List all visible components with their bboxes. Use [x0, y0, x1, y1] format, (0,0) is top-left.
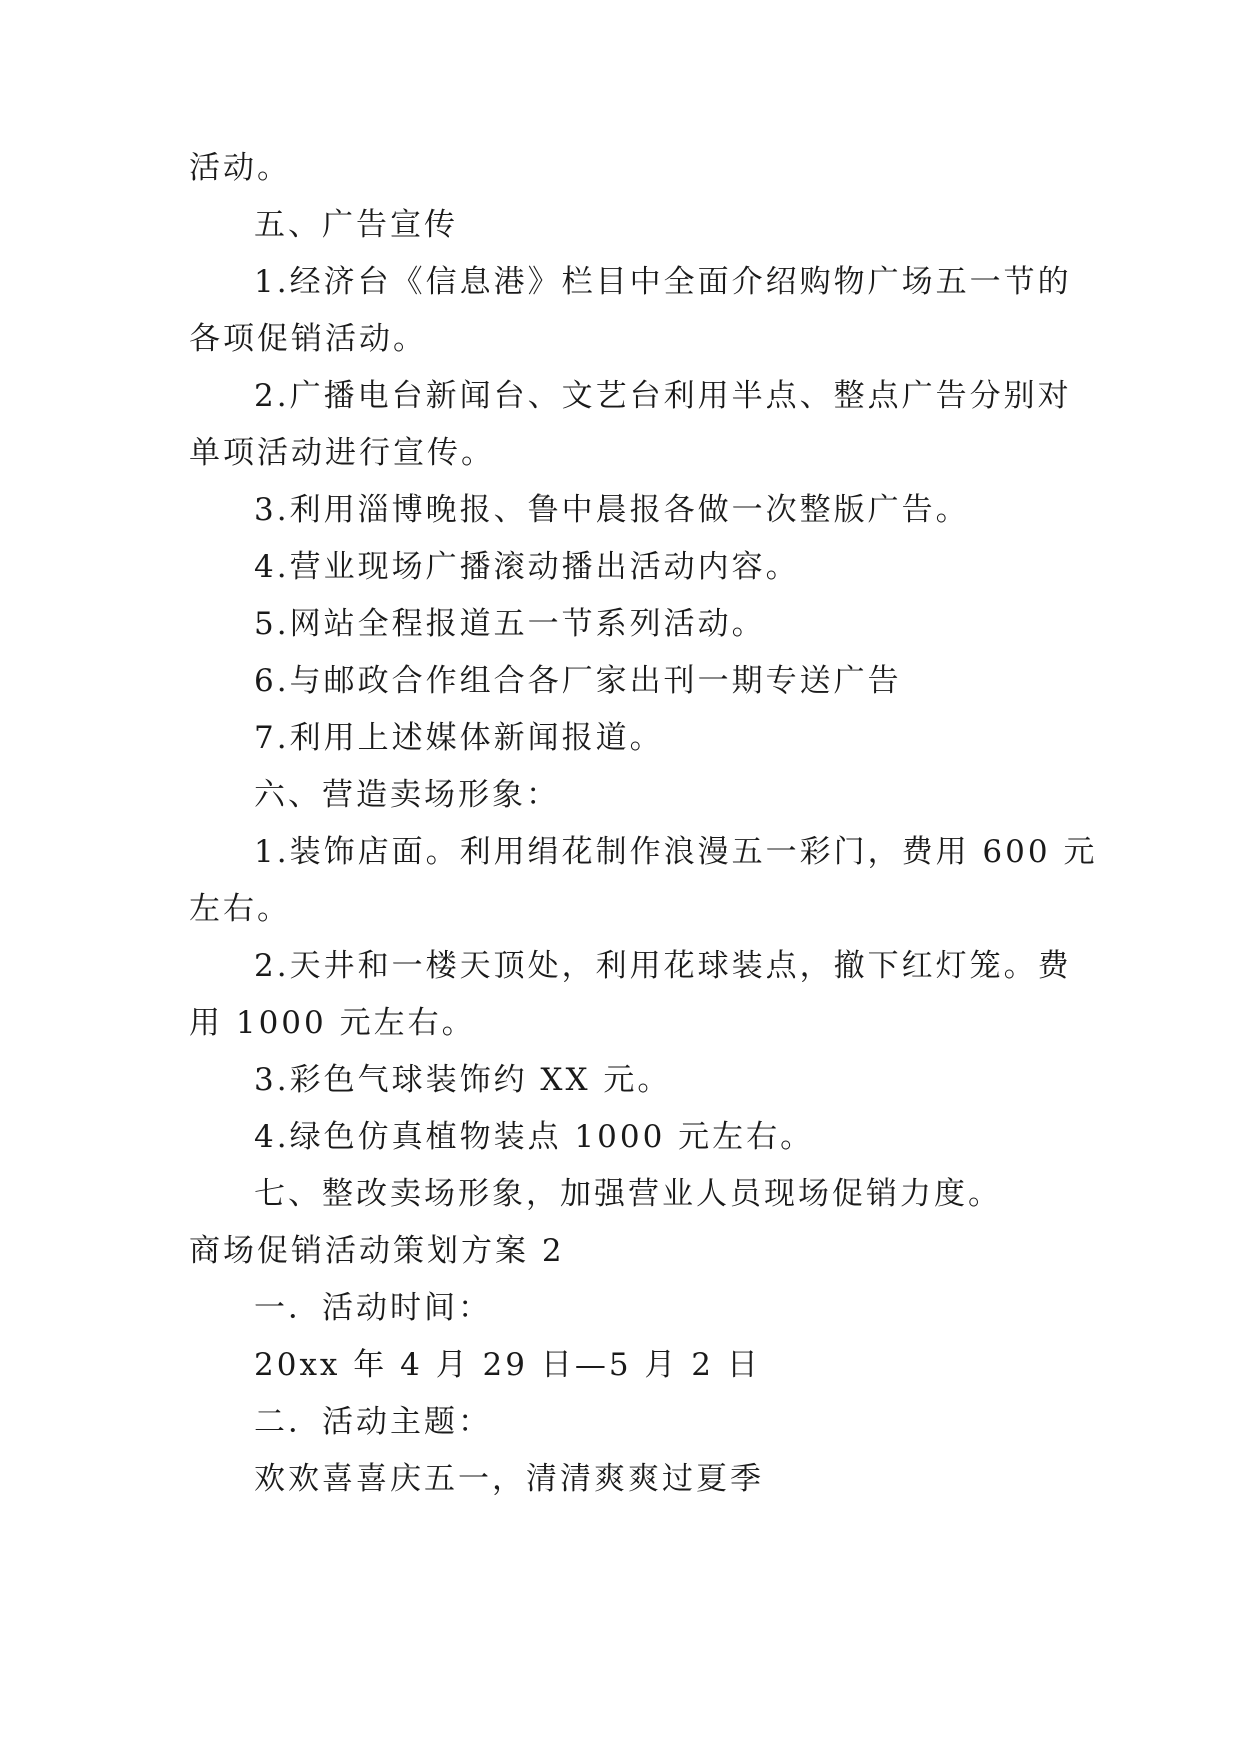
text-line: 3.彩色气球装饰约 XX 元。 [254, 1062, 672, 1098]
document-title: 商场促销活动策划方案 2 [189, 1233, 565, 1269]
section-heading: 二．活动主题： [254, 1404, 492, 1440]
text-line: 单项活动进行宣传。 [189, 435, 495, 471]
text-line: 活动。 [189, 150, 291, 186]
text-line: 3.利用淄博晚报、鲁中晨报各做一次整版广告。 [254, 492, 970, 528]
text-line: 1.装饰店面。利用绢花制作浪漫五一彩门，费用 600 元 [254, 834, 1098, 870]
text-line: 7.利用上述媒体新闻报道。 [254, 720, 664, 756]
text-line: 4.营业现场广播滚动播出活动内容。 [254, 549, 800, 585]
text-line: 2.天井和一楼天顶处，利用花球装点，撤下红灯笼。费 [254, 948, 1072, 984]
section-heading: 七、整改卖场形象，加强营业人员现场促销力度。 [254, 1176, 1002, 1212]
text-line: 2.广播电台新闻台、文艺台利用半点、整点广告分别对 [254, 378, 1072, 414]
text-line: 各项促销活动。 [189, 321, 427, 357]
text-line: 欢欢喜喜庆五一，清清爽爽过夏季 [254, 1461, 764, 1497]
text-line: 5.网站全程报道五一节系列活动。 [254, 606, 766, 642]
text-line: 用 1000 元左右。 [189, 1005, 476, 1041]
text-line: 6.与邮政合作组合各厂家出刊一期专送广告 [254, 663, 902, 699]
text-line: 1.经济台《信息港》栏目中全面介绍购物广场五一节的 [254, 264, 1072, 300]
text-line: 左右。 [189, 891, 291, 927]
section-heading: 五、广告宣传 [254, 207, 458, 243]
section-heading: 一．活动时间： [254, 1290, 492, 1326]
text-line: 4.绿色仿真植物装点 1000 元左右。 [254, 1119, 815, 1155]
section-heading: 六、营造卖场形象： [254, 777, 560, 813]
text-line: 20xx 年 4 月 29 日—5 月 2 日 [254, 1347, 761, 1383]
